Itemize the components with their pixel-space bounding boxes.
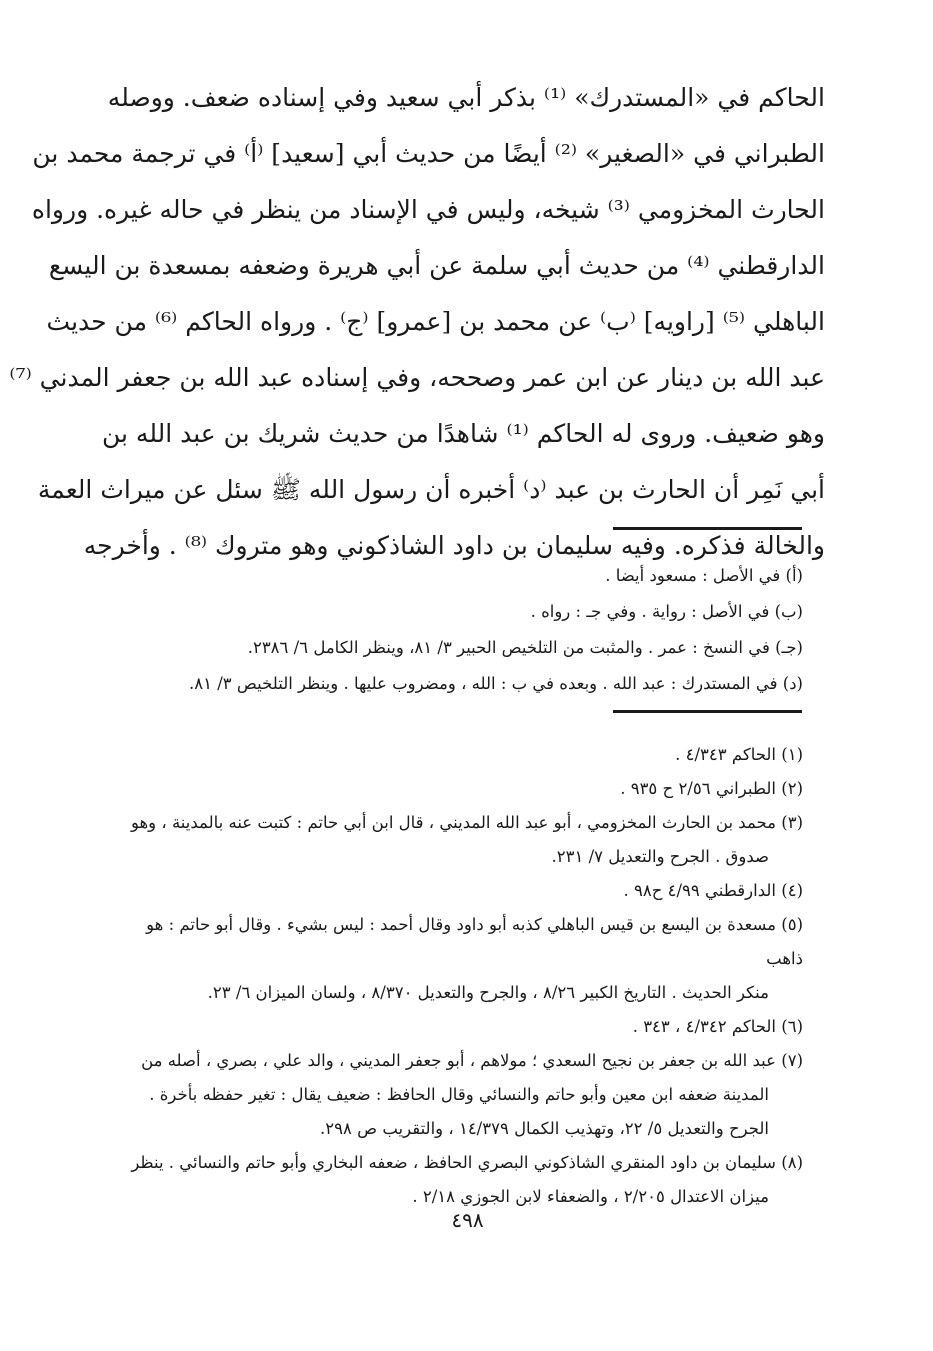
footnote-text: (٥) مسعدة بن اليسع بن قيس الباهلي كذبه أبو داود وقال أحمد : ليس بشيء . وقال أبو حاتم : هو ذاهب <box>146 915 803 968</box>
numbered-footnote <box>125 1146 803 1214</box>
numbered-footnote <box>125 772 803 806</box>
footnote-text: (٣) محمد بن الحارث المخزومي ، أبو عبد الله المديني ، قال ابن أبي حاتم : كتبت عنه بالمدينة ، وهو <box>130 813 803 832</box>
footnote-text: (٤) الدارقطني ٤/٩٩ ح٩٨ . <box>623 881 803 900</box>
numbered-footnotes <box>125 738 803 1214</box>
text-line: عبد الله بن دينار عن ابن عمر وصححه، وفي إسناده عبد الله بن جعفر المدني ⁽⁷⁾ <box>9 363 825 392</box>
numbered-footnote <box>125 738 803 772</box>
letter-footnote: (أ) في الأصل : مسعود أيضا . <box>605 566 803 585</box>
numbered-footnote <box>125 874 803 908</box>
text-line: الحارث المخزومي ⁽³⁾ شيخه، وليس في الإسناد من ينظر في حاله غيره. ورواه <box>31 195 825 224</box>
footnote-continuation: صدوق . الجرح والتعديل ٧/ ٢٣١. <box>551 847 769 866</box>
footnote-divider-top <box>613 527 802 530</box>
footnote-text: (٨) سليمان بن داود المنقري الشاذكوني البصري الحافظ ، ضعفه البخاري وأبو حاتم والنسائي . ينظر <box>131 1153 803 1172</box>
text-line: والخالة فذكره. وفيه سليمان بن داود الشاذكوني وهو متروك ⁽⁸⁾ . وأخرجه <box>83 531 825 560</box>
numbered-footnote <box>125 1044 803 1146</box>
footnote-divider-bottom <box>613 710 802 713</box>
footnote-text: (٧) عبد الله بن جعفر بن نجيح السعدي ؛ مولاهم ، أبو جعفر المديني ، والد علي ، بصري ، أصله من <box>141 1051 803 1070</box>
text-line: الحاكم في «المستدرك» ⁽¹⁾ بذكر أبي سعيد وفي إسناده ضعف. ووصله <box>107 83 825 112</box>
main-text <box>9 70 825 574</box>
page-number: ٤٩٨ <box>451 1208 484 1232</box>
footnote-continuation: منكر الحديث . التاريخ الكبير ٨/٢٦ ، والجرح والتعديل ٨/٣٧٠ ، ولسان الميزان ٦/ ٢٣. <box>207 983 769 1002</box>
footnote-text: (٦) الحاكم ٤/٣٤٢ ، ٣٤٣ . <box>632 1017 803 1036</box>
text-line: وهو ضعيف. وروى له الحاكم ⁽¹⁾ شاهدًا من حديث شريك بن عبد الله بن <box>101 419 825 448</box>
letter-footnotes <box>125 558 803 702</box>
letter-footnote: (جـ) في النسخ : عمر . والمثبت من التلخيص الحبير ٣/ ٨١، وينظر الكامل ٦/ ٢٣٨٦. <box>247 638 803 657</box>
footnote-continuation: المدينة ضعفه ابن معين وأبو حاتم والنسائي وقال الحافظ : ضعيف يقال : تغير حفظه بأخرة . الجرح والتعديل ٥/ ٢٢، وتهذيب الكمال ١٤/٣٧٩ ، والتقريب ص ٢٩٨. <box>149 1085 769 1138</box>
numbered-footnote <box>125 806 803 874</box>
letter-footnote: (د) في المستدرك : عبد الله . وبعده في ب : الله ، ومضروب عليها . وينظر التلخيص ٣/ ٨١. <box>189 674 803 693</box>
footnote-text: (١) الحاكم ٤/٣٤٣ . <box>675 745 803 764</box>
footnote-text: (٢) الطبراني ٢/٥٦ ح ٩٣٥ . <box>620 779 803 798</box>
text-line: أبي نَمِر أن الحارث بن عبد ⁽د⁾ أخبره أن رسول الله ﷺ سئل عن ميراث العمة <box>37 475 825 504</box>
footnote-continuation: ميزان الاعتدال ٢/٢٠٥ ، والضعفاء لابن الجوزي ٢/١٨ . <box>412 1187 769 1206</box>
numbered-footnote <box>125 908 803 1010</box>
letter-footnote: (ب) في الأصل : رواية . وفي جـ : رواه . <box>530 602 803 621</box>
text-line: الدارقطني ⁽⁴⁾ من حديث أبي سلمة عن أبي هريرة وضعفه بمسعدة بن اليسع <box>48 251 825 280</box>
text-line: الباهلي ⁽⁵⁾ [راويه] ⁽ب⁾ عن محمد بن [عمرو] ⁽ج⁾ . ورواه الحاكم ⁽⁶⁾ من حديث <box>46 307 825 336</box>
text-line: الطبراني في «الصغير» ⁽²⁾ أيضًا من حديث أبي [سعيد] ⁽أ⁾ في ترجمة محمد بن <box>32 139 825 168</box>
numbered-footnote <box>125 1010 803 1044</box>
